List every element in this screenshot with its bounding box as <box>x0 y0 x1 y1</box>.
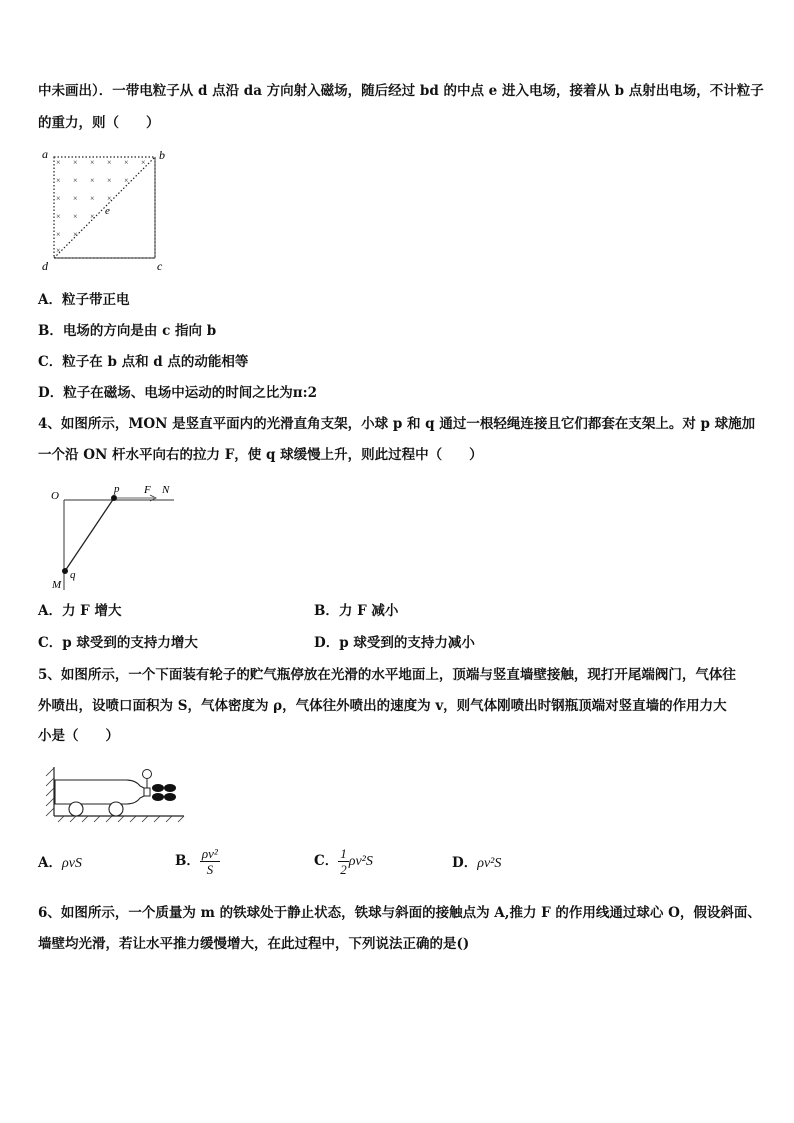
svg-text:×: × <box>56 230 61 239</box>
q4-option-d: D．p 球受到的支持力减小 <box>314 635 475 651</box>
svg-text:×: × <box>73 194 78 203</box>
q5-option-b-denominator: S <box>206 862 214 877</box>
q3-option-c: C．粒子在 b 点和 d 点的动能相等 <box>38 354 249 370</box>
label-a: a <box>42 147 48 161</box>
svg-text:×: × <box>107 194 112 203</box>
q4-figure-right-angle-frame <box>44 480 184 595</box>
q4-option-b: B．力 F 减小 <box>314 603 399 619</box>
q3-stem-line-1: 中未画出）．一带电粒子从 d 点沿 da 方向射入磁场，随后经过 bd 的中点 e 进入电场，接着从 b 点射出电场，不计粒子 <box>38 83 764 99</box>
svg-text:×: × <box>90 194 95 203</box>
svg-text:×: × <box>90 212 95 221</box>
q4-stem-line-2: 一个沿 ON 杆水平向右的拉力 F，使 q 球缓慢上升，则此过程中（ ） <box>38 447 483 463</box>
svg-text:×: × <box>73 158 78 167</box>
q5-option-b <box>175 846 220 877</box>
svg-text:×: × <box>56 212 61 221</box>
q5-option-d-expr: ρv²S <box>477 856 502 871</box>
q5-stem-line-1: 5、如图所示，一个下面装有轮子的贮气瓶停放在光滑的水平地面上，顶端与竖直墙壁接触，现打开尾端阀门，气体往 <box>38 667 736 683</box>
q5-option-c-expr: ρv²S <box>348 854 373 869</box>
svg-text:×: × <box>73 230 78 239</box>
q5-option-c-numerator: 1 <box>340 846 347 861</box>
q6-stem-line-2: 墙壁均光滑，若让水平推力缓慢增大，在此过程中，下列说法正确的是() <box>38 936 470 952</box>
svg-text:×: × <box>73 176 78 185</box>
svg-text:×: × <box>90 158 95 167</box>
q5-option-b-numerator: ρv² <box>201 846 218 861</box>
label-q: q <box>70 569 76 581</box>
q5-figure-gas-cylinder <box>44 762 194 827</box>
label-b: b <box>159 148 165 162</box>
label-F: F <box>144 484 151 496</box>
svg-text:×: × <box>73 212 78 221</box>
q5-option-d <box>452 854 501 873</box>
svg-text:×: × <box>56 194 61 203</box>
label-d: d <box>42 259 48 273</box>
q5-option-c-label: C． <box>314 853 339 869</box>
svg-text:×: × <box>107 158 112 167</box>
q3-stem-line-2: 的重力，则（ ） <box>38 115 160 131</box>
q3-option-a: A．粒子带正电 <box>38 292 130 308</box>
q5-option-a-expr: ρvS <box>61 856 82 871</box>
svg-text:×: × <box>56 246 61 255</box>
q5-option-d-label: D． <box>452 855 478 871</box>
label-N: N <box>162 484 170 496</box>
q5-stem-line-2: 外喷出，设喷口面积为 S，气体密度为 ρ，气体往外喷出的速度为 v，则气体刚喷出时钢瓶顶端对竖直墙的作用力大 <box>38 698 727 714</box>
svg-text:×: × <box>107 176 112 185</box>
svg-text:×: × <box>141 158 146 167</box>
label-p: p <box>114 483 120 495</box>
label-O: O <box>51 490 59 502</box>
svg-text:×: × <box>90 176 95 185</box>
q5-option-a <box>38 854 82 873</box>
label-e: e <box>105 205 110 217</box>
label-c: c <box>157 259 163 273</box>
svg-text:×: × <box>124 158 129 167</box>
q5-option-c-denominator: 2 <box>340 862 347 877</box>
q3-figure-magnetic-field-square <box>38 148 178 273</box>
q4-stem-line-1: 4、如图所示，MON 是竖直平面内的光滑直角支架，小球 p 和 q 通过一根轻绳连接且它们都套在支架上。对 p 球施加 <box>38 416 756 432</box>
svg-text:×: × <box>124 176 129 185</box>
q4-option-a: A．力 F 增大 <box>38 603 122 619</box>
q3-option-d: D．粒子在磁场、电场中运动的时间之比为π:2 <box>38 385 317 401</box>
label-M: M <box>52 579 62 591</box>
q5-option-c <box>314 846 373 877</box>
q6-stem-line-1: 6、如图所示，一个质量为 m 的铁球处于静止状态，铁球与斜面的接触点为 A,推力 F 的作用线通过球心 O，假设斜面、 <box>38 905 761 921</box>
q5-option-a-label: A． <box>38 855 62 871</box>
svg-text:×: × <box>56 158 61 167</box>
q4-option-c: C．p 球受到的支持力增大 <box>38 635 198 651</box>
magnetic-field-crosses <box>56 158 146 255</box>
q5-stem-line-3: 小是（ ） <box>38 728 119 744</box>
q3-option-b: B．电场的方向是由 c 指向 b <box>38 323 217 339</box>
q5-option-b-label: B． <box>175 853 200 869</box>
svg-text:×: × <box>56 176 61 185</box>
